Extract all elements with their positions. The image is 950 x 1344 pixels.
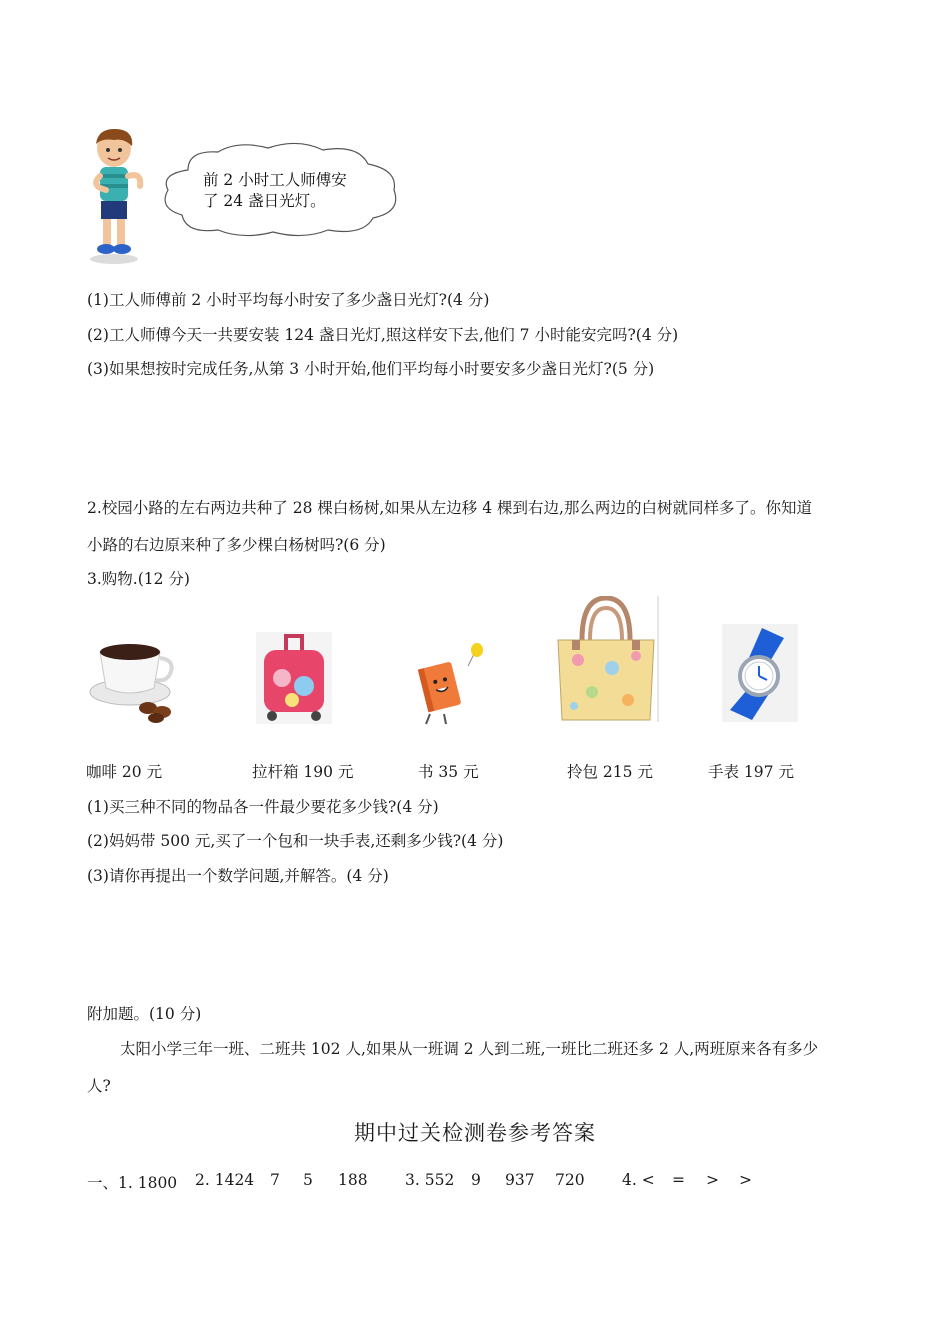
item-label-coffee: 咖啡 20 元 [86,763,163,781]
answer-value: 2. 1424 [195,1171,255,1189]
bonus-line-1: 太阳小学三年一班、二班共 102 人,如果从一班调 2 人到二班,一班比二班还多 2 人,两班原来各有多少 [120,1040,819,1058]
answer-value: 7 [270,1171,280,1189]
answer-value: 4. < [622,1171,655,1189]
answer-value: 5 [303,1171,313,1189]
q3-sub-2: (2)妈妈带 500 元,买了一个包和一块手表,还剩多少钱?(4 分) [87,832,504,850]
q3-sub-3: (3)请你再提出一个数学问题,并解答。(4 分) [87,867,389,885]
q2-line-1: 2.校园小路的左右两边共种了 28 棵白杨树,如果从左边移 4 棵到右边,那么两边的白树就同样多了。你知道 [87,499,812,517]
item-label-suitcase: 拉杆箱 190 元 [252,763,354,781]
answer-value: 188 [338,1171,368,1189]
q3-title: 3.购物.(12 分) [87,570,190,588]
suitcase-icon [256,632,332,724]
q1-sub-3: (3)如果想按时完成任务,从第 3 小时开始,他们平均每小时要安多少盏日光灯?(5 分) [87,360,655,378]
answer-value: > [739,1171,752,1189]
bonus-line-2: 人? [87,1077,111,1095]
answer-value: = [672,1171,685,1189]
handbag-icon [552,596,660,724]
book-icon [414,642,488,726]
q1-sub-2: (2)工人师傅今天一共要安装 124 盏日光灯,照这样安下去,他们 7 小时能安完吗?(4 分) [87,326,679,344]
speech-bubble-text [203,170,347,212]
answer-value: 937 [505,1171,535,1189]
answer-value: 9 [471,1171,481,1189]
q3-sub-1: (1)买三种不同的物品各一件最少要花多少钱?(4 分) [87,798,439,816]
boy-illustration [84,126,148,266]
answer-value: 3. 552 [405,1171,455,1189]
item-label-watch: 手表 197 元 [708,763,794,781]
item-label-handbag: 拎包 215 元 [567,763,653,781]
bonus-title: 附加题。(10 分) [87,1005,202,1023]
answer-value: 720 [555,1171,585,1189]
answer-value: > [706,1171,719,1189]
item-label-book: 书 35 元 [418,763,479,781]
watch-icon [722,624,798,722]
q2-line-2: 小路的右边原来种了多少棵白杨树吗?(6 分) [87,536,386,554]
answer-value: 一、1. 1800 [87,1174,178,1192]
answer-key-title: 期中过关检测卷参考答案 [354,1121,596,1145]
bubble-line-2: 了 24 盏日光灯。 [203,192,326,210]
bubble-line-1: 前 2 小时工人师傅安 [203,171,347,189]
coffee-cup-icon [86,628,178,724]
q1-sub-1: (1)工人师傅前 2 小时平均每小时安了多少盏日光灯?(4 分) [87,291,490,309]
